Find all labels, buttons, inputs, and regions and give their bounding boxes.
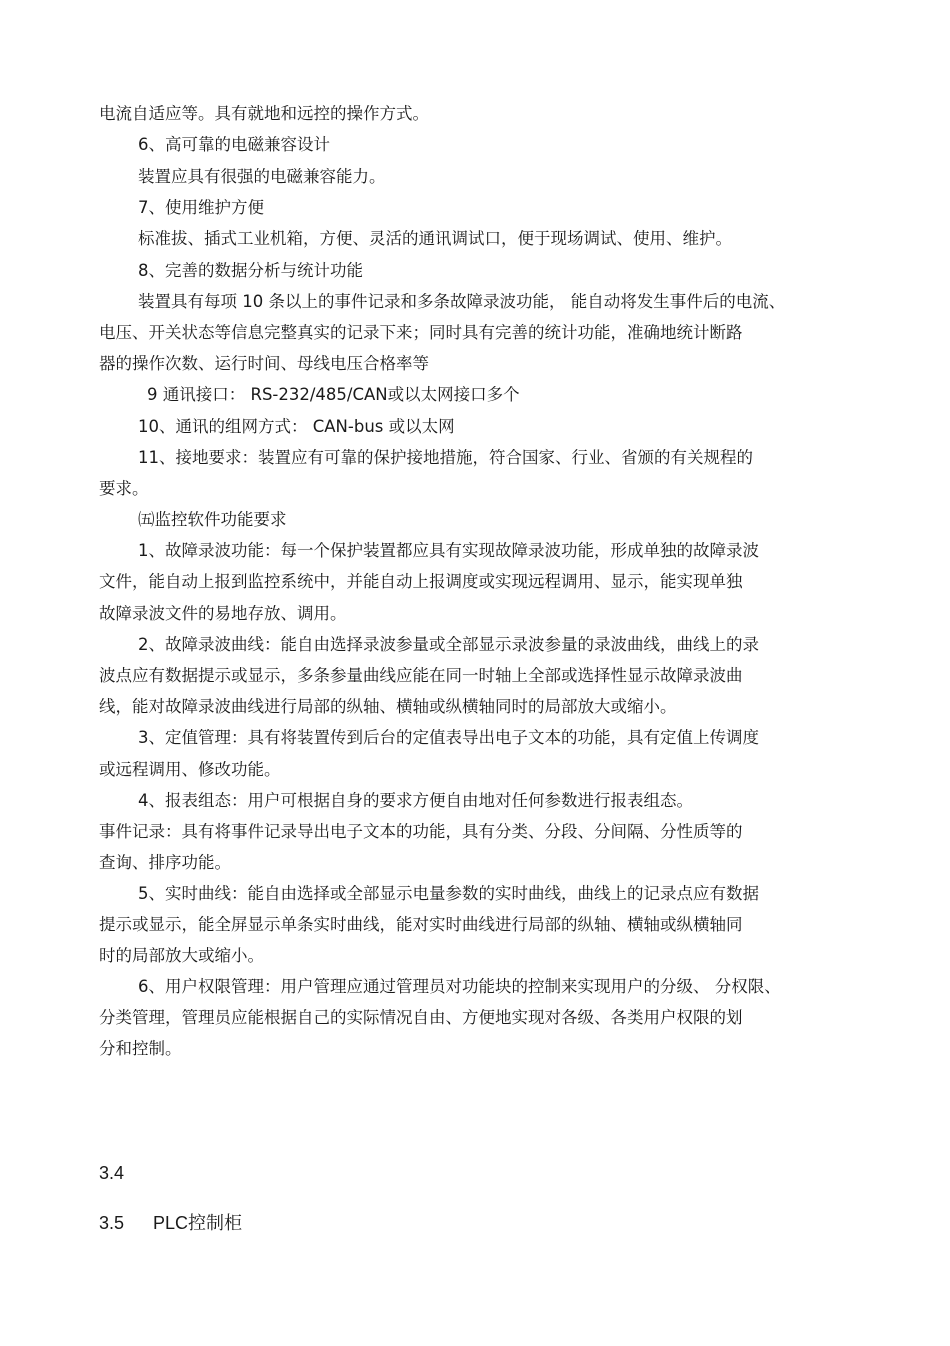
- list-item-heading: 7、使用维护方便: [138, 198, 264, 217]
- list-item-heading: 6、用户权限管理：用户管理应通过管理员对功能块的控制来实现用户的分级、 分权限、: [138, 977, 781, 996]
- list-item-heading: 10、通讯的组网方式： CAN-bus 或以太网: [138, 417, 455, 436]
- list-item-heading: 4、报表组态：用户可根据自身的要求方便自由地对任何参数进行报表组态。: [138, 791, 693, 810]
- body-text-line: 事件记录：具有将事件记录导出电子文本的功能，具有分类、分段、分间隔、分性质等的: [99, 822, 743, 841]
- body-text-line: 电流自适应等。具有就地和远控的操作方式。: [99, 104, 429, 123]
- body-text-line: 波点应有数据提示或显示，多条参量曲线应能在同一时轴上全部或选择性显示故障录波曲: [99, 666, 743, 685]
- body-text-line: 查询、排序功能。: [99, 853, 231, 872]
- body-text-line: 分和控制。: [99, 1039, 182, 1058]
- list-item-heading: 1、故障录波功能：每一个保护装置都应具有实现故障录波功能，形成单独的故障录波: [138, 541, 759, 560]
- body-text-line: 时的局部放大或缩小。: [99, 946, 264, 965]
- section-number-3-5: 3.5: [99, 1213, 125, 1233]
- body-text-line: 标准拔、插式工业机箱，方便、灵活的通讯调试口，便于现场调试、使用、维护。: [138, 229, 732, 248]
- list-item-heading: 9 通讯接口： RS-232/485/CAN或以太网接口多个: [147, 385, 520, 404]
- list-item-heading: 11、接地要求：装置应有可靠的保护接地措施，符合国家、行业、省颁的有关规程的: [138, 448, 753, 467]
- body-text-line: 器的操作次数、运行时间、母线电压合格率等: [99, 354, 429, 373]
- list-item-heading: 5、实时曲线：能自由选择或全部显示电量参数的实时曲线，曲线上的记录点应有数据: [138, 884, 759, 903]
- body-text-line: 提示或显示，能全屏显示单条实时曲线，能对实时曲线进行局部的纵轴、横轴或纵横轴同: [99, 915, 743, 934]
- section-title-plc-cabinet: PLC控制柜: [153, 1213, 243, 1233]
- body-text-line: 装置应具有很强的电磁兼容能力。: [138, 167, 386, 186]
- list-item-heading: 2、故障录波曲线：能自由选择录波参量或全部显示录波参量的录波曲线，曲线上的录: [138, 635, 759, 654]
- list-item-heading: 6、高可靠的电磁兼容设计: [138, 135, 330, 154]
- body-text-line: 文件，能自动上报到监控系统中，并能自动上报调度或实现远程调用、显示，能实现单独: [99, 572, 743, 591]
- section-number-3-4: 3.4: [99, 1163, 125, 1183]
- body-text-line: 或远程调用、修改功能。: [99, 760, 281, 779]
- section-heading: ㈤监控软件功能要求: [138, 510, 287, 529]
- list-item-heading: 3、定值管理：具有将装置传到后台的定值表导出电子文本的功能，具有定值上传调度: [138, 728, 759, 747]
- body-text-line: 分类管理，管理员应能根据自己的实际情况自由、方便地实现对各级、各类用户权限的划: [99, 1008, 743, 1027]
- body-text-line: 装置具有每项 10 条以上的事件记录和多条故障录波功能， 能自动将发生事件后的电流、: [138, 292, 786, 311]
- list-item-heading: 8、完善的数据分析与统计功能: [138, 261, 363, 280]
- body-text-line: 要求。: [99, 479, 149, 498]
- body-text-line: 线，能对故障录波曲线进行局部的纵轴、横轴或纵横轴同时的局部放大或缩小。: [99, 697, 677, 716]
- body-text-line: 电压、开关状态等信息完整真实的记录下来；同时具有完善的统计功能，准确地统计断路: [99, 323, 743, 342]
- body-text-line: 故障录波文件的易地存放、调用。: [99, 604, 347, 623]
